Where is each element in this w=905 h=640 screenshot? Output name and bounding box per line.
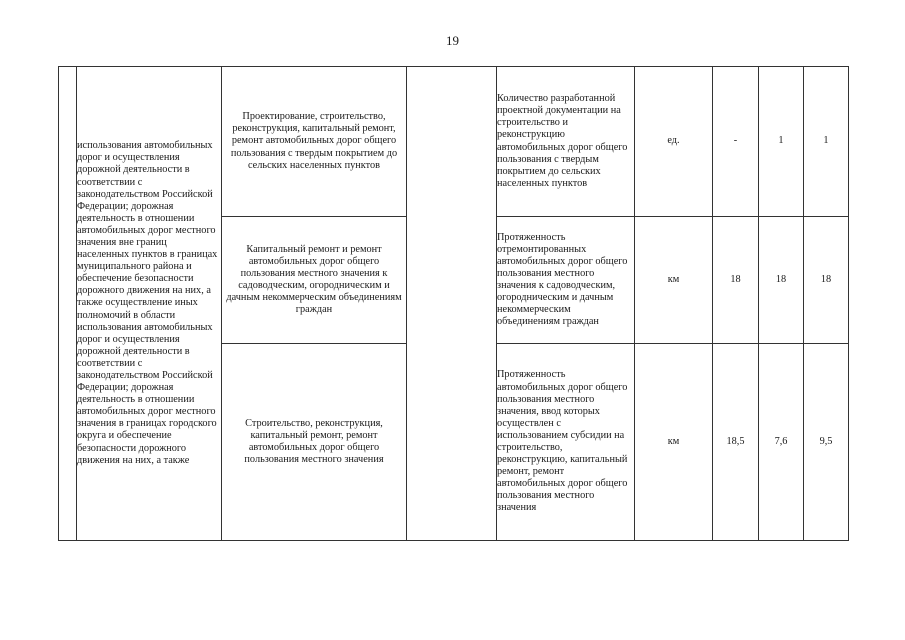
value-cell-2: 7,6 bbox=[759, 344, 804, 541]
value-cell-1: - bbox=[713, 67, 759, 217]
indicator-cell: Протяженность отремонтированных автомобильных дорог общего пользования местного значения к садоводческим, огородническим и дачным некоммерческим объединениям граждан bbox=[497, 217, 635, 344]
task-description-cell: использования автомобильных дорог и осуществления дорожной деятельности в соответствии с законодательством Российской Федерации; дорожная деятельность в отношении автомобильных дорог местного значения вне границ населенных пунктов в границах муниципального района и обеспечение безопасности дорожного движения на них, а также осуществление иных полномочий в области использования автомобильных дорог и осуществления дорожной деятельности в соответствии с законодательством Российской Федерации; дорожная деятельность в отношении автомобильных дорог местного значения в границах городского округа и обеспечение безопасности дорожного движения на них, а также bbox=[77, 67, 222, 541]
value-cell-1: 18 bbox=[713, 217, 759, 344]
value-cell-2: 1 bbox=[759, 67, 804, 217]
row-number-cell bbox=[59, 67, 77, 541]
value-cell-2: 18 bbox=[759, 217, 804, 344]
page-number: 19 bbox=[446, 33, 459, 48]
activity-cell: Строительство, реконструкция, капитальный ремонт, ремонт автомобильных дорог общего пользования местного значения bbox=[222, 344, 407, 541]
value-cell-3: 18 bbox=[804, 217, 849, 344]
unit-cell: км bbox=[635, 344, 713, 541]
activity-cell: Проектирование, строительство, реконструкция, капитальный ремонт, ремонт автомобильных дорог общего пользования с твердым покрытием до сельских населенных пунктов bbox=[222, 67, 407, 217]
value-cell-1: 18,5 bbox=[713, 344, 759, 541]
indicator-cell: Количество разработанной проектной документации на строительство и реконструкцию автомобильных дорог общего пользования с твердым покрытием до сельских населенных пунктов bbox=[497, 67, 635, 217]
activity-cell: Капитальный ремонт и ремонт автомобильных дорог общего пользования местного значения к садоводческим, огородническим и дачным некоммерческим объединениям граждан bbox=[222, 217, 407, 344]
empty-column-cell bbox=[407, 67, 497, 541]
table-row bbox=[59, 67, 849, 217]
unit-cell: ед. bbox=[635, 67, 713, 217]
value-cell-3: 1 bbox=[804, 67, 849, 217]
indicator-cell: Протяженность автомобильных дорог общего пользования местного значения, ввод которых осуществлен с использованием субсидии на строительство, реконструкцию, капитальный ремонт, ремонт автомобильных дорог общего пользования местного значения bbox=[497, 344, 635, 541]
unit-cell: км bbox=[635, 217, 713, 344]
indicators-table bbox=[58, 66, 849, 541]
value-cell-3: 9,5 bbox=[804, 344, 849, 541]
